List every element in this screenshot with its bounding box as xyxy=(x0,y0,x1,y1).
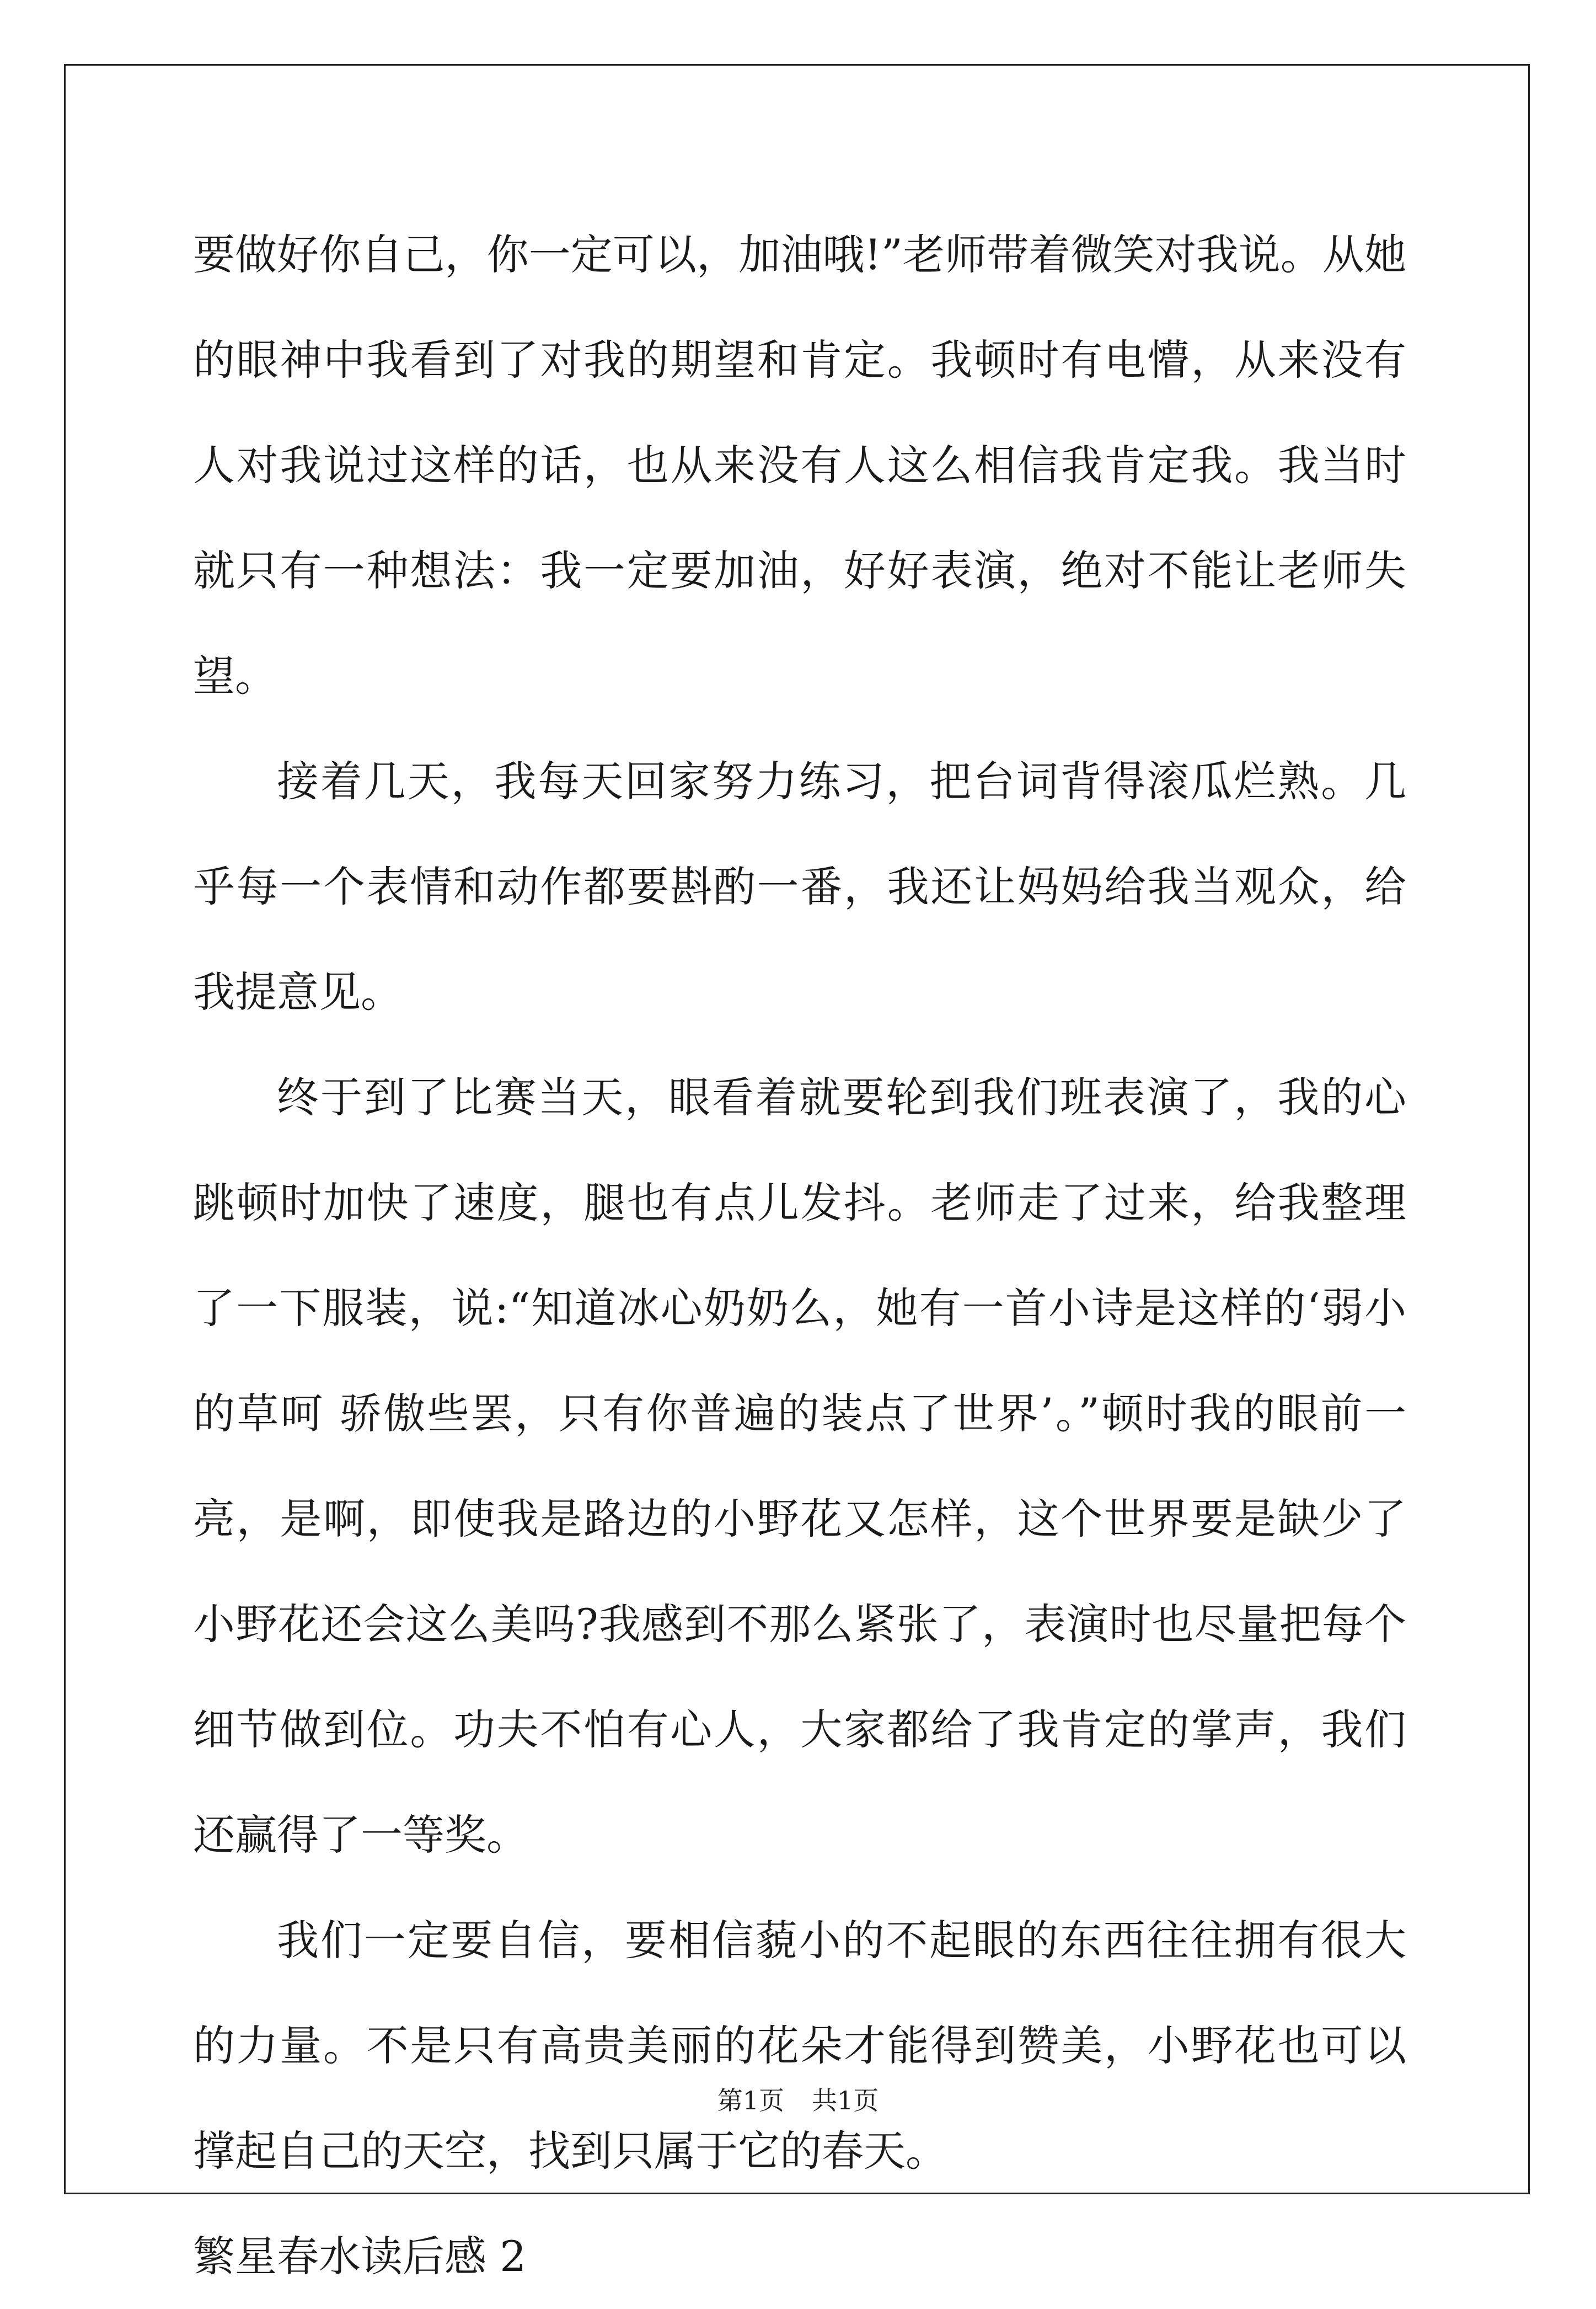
page-footer xyxy=(0,2081,1596,2117)
page-total: 共1页 xyxy=(812,2086,879,2115)
paragraph-4: 我们一定要自信，要相信藐小的不起眼的东西往往拥有很大的力量。不是只有高贵美丽的花朵才能得到赞美，小野花也可以撑起自己的天空，找到只属于它的春天。 xyxy=(193,1916,1406,2176)
paragraph-2: 接着几天，我每天回家努力练习，把台词背得滚瓜烂熟。几乎每一个表情和动作都要斟酌一番，我还让妈妈给我当观众，给我提意见。 xyxy=(193,757,1406,1017)
page-number: 第1页 xyxy=(717,2086,784,2115)
document-body xyxy=(193,202,1406,2309)
section-heading: 繁星春水读后感 2 xyxy=(193,2232,527,2281)
paragraph-3: 终于到了比赛当天，眼看着就要轮到我们班表演了，我的心跳顿时加快了速度，腿也有点儿发抖。老师走了过来，给我整理了一下服装，说:“知道冰心奶奶么，她有一首小诗是这样的‘弱小的草呵 骄傲些罢，只有你普遍的装点了世界’。”顿时我的眼前一亮，是啊，即使我是路边的小野花又怎样，这个世界要是缺少了小野花还会这么美吗?我感到不那么紧张了，表演时也尽量把每个细节做到位。功夫不怕有心人，大家都给了我肯定的掌声，我们还赢得了一等奖。 xyxy=(193,1073,1406,1859)
paragraph-1: 要做好你自己，你一定可以，加油哦!”老师带着微笑对我说。从她的眼神中我看到了对我的期望和肯定。我顿时有电懵，从来没有人对我说过这样的话，也从来没有人这么相信我肯定我。我当时就只有一种想法：我一定要加油，好好表演，绝对不能让老师失望。 xyxy=(193,230,1406,701)
